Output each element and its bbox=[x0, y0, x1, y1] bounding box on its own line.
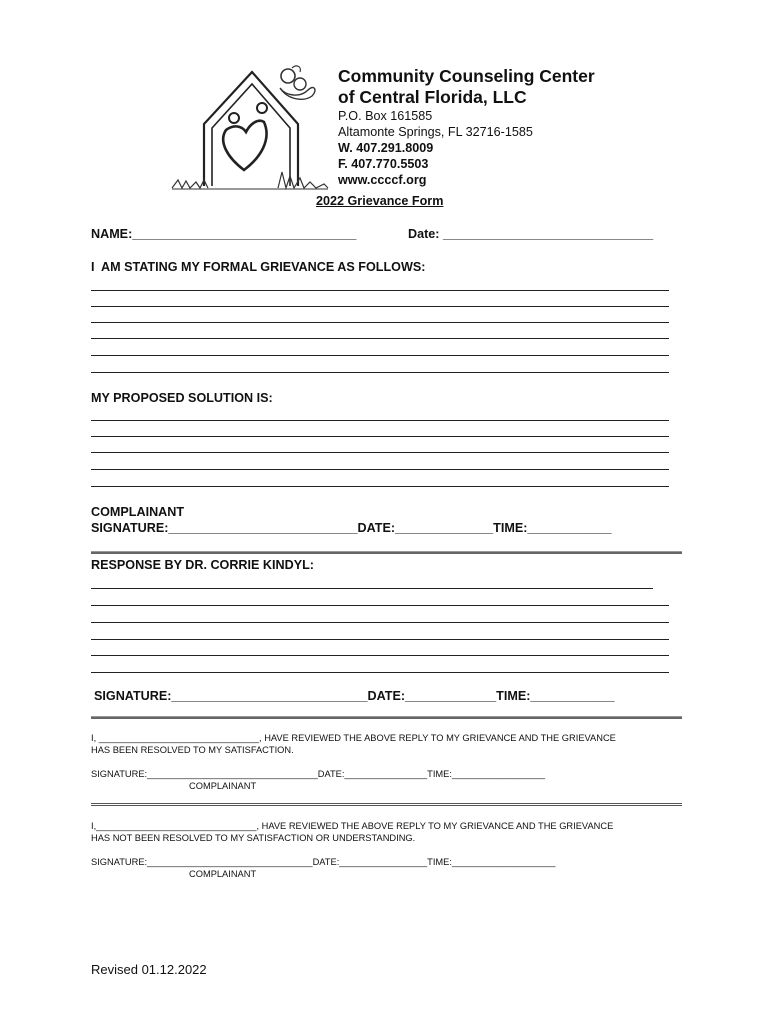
section-divider bbox=[91, 716, 682, 719]
fax-number: F. 407.770.5503 bbox=[338, 157, 429, 171]
grievance-line[interactable] bbox=[91, 338, 669, 339]
solution-heading: MY PROPOSED SOLUTION IS: bbox=[91, 391, 273, 405]
solution-line[interactable] bbox=[91, 486, 669, 487]
solution-line[interactable] bbox=[91, 420, 669, 421]
grievance-line[interactable] bbox=[91, 290, 669, 291]
house-heart-logo bbox=[168, 62, 330, 194]
response-line[interactable] bbox=[91, 588, 653, 589]
section-divider bbox=[91, 803, 682, 806]
response-heading: RESPONSE BY DR. CORRIE KINDYL: bbox=[91, 558, 314, 572]
not-resolved-statement-line2: HAS NOT BEEN RESOLVED TO MY SATISFACTION OR UNDERSTANDING. bbox=[91, 833, 416, 843]
not-resolved-statement-line1[interactable]: I,_______________________________, HAVE REVIEWED THE ABOVE REPLY TO MY GRIEVANCE AND THE GRIEVANCE bbox=[91, 821, 614, 831]
response-line[interactable] bbox=[91, 639, 669, 640]
section-divider bbox=[91, 551, 682, 554]
grievance-line[interactable] bbox=[91, 372, 669, 373]
resolved-signature-field[interactable]: SIGNATURE:_________________________________DATE:________________TIME:__________________ bbox=[91, 769, 546, 779]
response-line[interactable] bbox=[91, 622, 669, 623]
solution-line[interactable] bbox=[91, 469, 669, 470]
organization-name bbox=[338, 66, 595, 108]
phone-number: W. 407.291.8009 bbox=[338, 141, 434, 155]
organization-name-line1: Community Counseling Center bbox=[338, 66, 595, 86]
po-box: P.O. Box 161585 bbox=[338, 109, 433, 123]
resolved-statement-line1[interactable]: I, _______________________________, HAVE REVIEWED THE ABOVE REPLY TO MY GRIEVANCE AND THE GRIEVANCE bbox=[91, 733, 616, 743]
grievance-line[interactable] bbox=[91, 355, 669, 356]
solution-line[interactable] bbox=[91, 436, 669, 437]
response-line[interactable] bbox=[91, 672, 669, 673]
date-field[interactable]: Date: ______________________________ bbox=[408, 227, 654, 241]
city-state-zip: Altamonte Springs, FL 32716-1585 bbox=[338, 125, 533, 139]
grievance-line[interactable] bbox=[91, 306, 669, 307]
form-title: 2022 Grievance Form bbox=[316, 194, 444, 208]
response-signature-field[interactable]: SIGNATURE:____________________________DATE:_____________TIME:____________ bbox=[94, 689, 615, 703]
solution-line[interactable] bbox=[91, 452, 669, 453]
not-resolved-signature-field[interactable]: SIGNATURE:________________________________DATE:_________________TIME:____________________ bbox=[91, 857, 556, 867]
grievance-heading: I AM STATING MY FORMAL GRIEVANCE AS FOLLOWS: bbox=[91, 260, 426, 274]
resolved-statement-line2: HAS BEEN RESOLVED TO MY SATISFACTION. bbox=[91, 745, 294, 755]
complainant-signature-field[interactable]: SIGNATURE:___________________________DATE:______________TIME:____________ bbox=[91, 521, 612, 535]
not-resolved-complainant-caption: COMPLAINANT bbox=[189, 869, 257, 879]
response-line[interactable] bbox=[91, 605, 669, 606]
grievance-line[interactable] bbox=[91, 322, 669, 323]
revision-date: Revised 01.12.2022 bbox=[91, 962, 207, 977]
complainant-label: COMPLAINANT bbox=[91, 505, 185, 519]
resolved-complainant-caption: COMPLAINANT bbox=[189, 781, 257, 791]
name-field[interactable]: NAME:________________________________ bbox=[91, 227, 357, 241]
organization-name-line2: of Central Florida, LLC bbox=[338, 87, 527, 107]
website: www.ccccf.org bbox=[338, 173, 427, 187]
response-line[interactable] bbox=[91, 655, 669, 656]
